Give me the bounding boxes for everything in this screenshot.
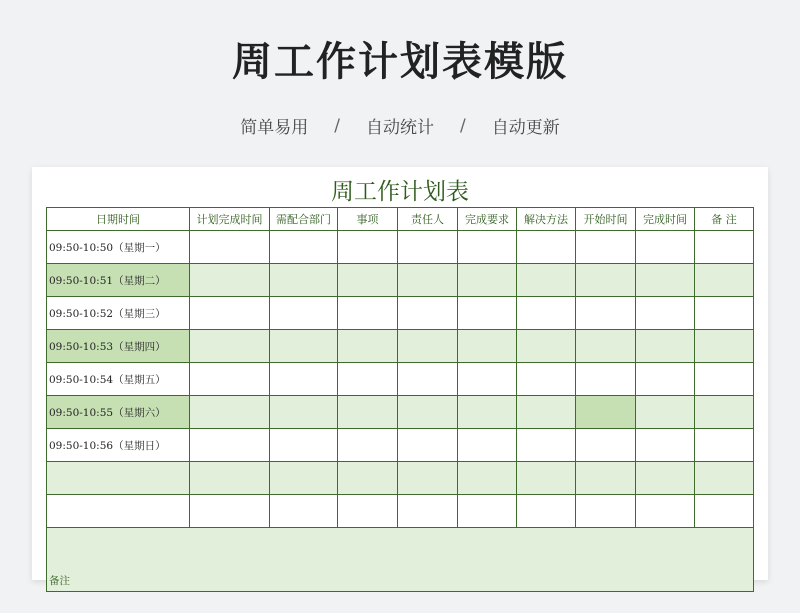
cell[interactable] — [695, 396, 754, 429]
header-planned-finish: 计划完成时间 — [190, 208, 270, 231]
cell[interactable] — [517, 231, 576, 264]
cell[interactable] — [636, 495, 695, 528]
cell[interactable] — [338, 462, 398, 495]
cell[interactable] — [338, 297, 398, 330]
cell[interactable] — [270, 396, 338, 429]
cell[interactable] — [695, 264, 754, 297]
table-row — [47, 495, 754, 528]
cell[interactable] — [270, 231, 338, 264]
cell[interactable] — [338, 231, 398, 264]
cell[interactable] — [458, 495, 517, 528]
cell[interactable] — [338, 495, 398, 528]
cell[interactable] — [636, 264, 695, 297]
cell[interactable] — [576, 330, 636, 363]
table-row — [47, 396, 754, 429]
header-item: 事项 — [338, 208, 398, 231]
header-finish-time: 完成时间 — [636, 208, 695, 231]
table-row — [47, 330, 754, 363]
cell[interactable] — [695, 363, 754, 396]
cell[interactable] — [517, 330, 576, 363]
cell[interactable] — [190, 264, 270, 297]
date-cell[interactable] — [47, 462, 190, 495]
cell[interactable] — [576, 264, 636, 297]
header-date-time: 日期时间 — [47, 208, 190, 231]
cell[interactable] — [517, 264, 576, 297]
table-row — [47, 462, 754, 495]
cell[interactable] — [190, 396, 270, 429]
cell[interactable] — [190, 363, 270, 396]
cell[interactable] — [517, 429, 576, 462]
cell[interactable] — [517, 297, 576, 330]
notes-cell[interactable]: 备注 — [47, 528, 754, 592]
cell[interactable] — [398, 363, 458, 396]
cell[interactable] — [576, 429, 636, 462]
table-row — [47, 264, 754, 297]
cell[interactable] — [190, 297, 270, 330]
cell[interactable] — [270, 330, 338, 363]
cell[interactable] — [270, 363, 338, 396]
cell[interactable] — [270, 264, 338, 297]
cell[interactable] — [458, 462, 517, 495]
cell[interactable] — [695, 495, 754, 528]
tagline-separator: / — [334, 115, 340, 136]
table-row — [47, 429, 754, 462]
cell[interactable] — [338, 264, 398, 297]
cell[interactable] — [517, 462, 576, 495]
cell[interactable] — [517, 363, 576, 396]
header-requirement: 完成要求 — [458, 208, 517, 231]
cell[interactable] — [636, 462, 695, 495]
cell[interactable] — [517, 396, 576, 429]
sheet-title: 周工作计划表 — [331, 179, 469, 205]
date-cell[interactable]: 09:50-10:53（星期四） — [47, 330, 190, 363]
cell[interactable] — [458, 396, 517, 429]
cell[interactable] — [636, 396, 695, 429]
date-cell[interactable]: 09:50-10:52（星期三） — [47, 297, 190, 330]
cell[interactable] — [190, 429, 270, 462]
cell-highlighted[interactable] — [576, 396, 636, 429]
date-cell[interactable]: 09:50-10:50（星期一） — [47, 231, 190, 264]
cell[interactable] — [338, 396, 398, 429]
cell[interactable] — [190, 231, 270, 264]
tagline-auto-update: 自动更新 — [491, 118, 560, 138]
cell[interactable] — [458, 297, 517, 330]
cell[interactable] — [398, 495, 458, 528]
tagline-separator: / — [460, 115, 466, 136]
cell[interactable] — [458, 231, 517, 264]
cell[interactable] — [576, 297, 636, 330]
header-dept: 需配合部门 — [270, 208, 338, 231]
tagline-easy: 简单易用 — [240, 118, 309, 138]
cell[interactable] — [636, 429, 695, 462]
table-row — [47, 231, 754, 264]
cell[interactable] — [398, 429, 458, 462]
cell[interactable] — [398, 462, 458, 495]
tagline-auto-stats: 自动统计 — [366, 118, 434, 138]
cell[interactable] — [695, 297, 754, 330]
notes-row — [47, 528, 754, 592]
date-cell[interactable]: 09:50-10:54（星期五） — [47, 363, 190, 396]
cell[interactable] — [517, 495, 576, 528]
date-cell[interactable]: 09:50-10:51（星期二） — [47, 264, 190, 297]
cell[interactable] — [695, 330, 754, 363]
cell[interactable] — [190, 462, 270, 495]
cell[interactable] — [190, 330, 270, 363]
header-start-time: 开始时间 — [576, 208, 636, 231]
date-cell[interactable] — [47, 495, 190, 528]
cell[interactable] — [398, 396, 458, 429]
table-row — [47, 297, 754, 330]
page-title: 周工作计划表模版 — [232, 39, 568, 85]
cell[interactable] — [695, 429, 754, 462]
cell[interactable] — [695, 231, 754, 264]
tagline — [0, 113, 800, 138]
cell[interactable] — [190, 495, 270, 528]
cell[interactable] — [338, 330, 398, 363]
cell[interactable] — [576, 462, 636, 495]
cell[interactable] — [338, 429, 398, 462]
header-remarks: 备 注 — [695, 208, 754, 231]
cell[interactable] — [398, 264, 458, 297]
cell[interactable] — [458, 264, 517, 297]
cell[interactable] — [398, 330, 458, 363]
cell[interactable] — [338, 363, 398, 396]
cell[interactable] — [636, 330, 695, 363]
cell[interactable] — [636, 297, 695, 330]
cell[interactable] — [576, 231, 636, 264]
spreadsheet-preview — [32, 167, 768, 587]
header-owner: 责任人 — [398, 208, 458, 231]
header-row — [47, 208, 754, 231]
cell[interactable] — [636, 363, 695, 396]
weekly-plan-table — [46, 207, 754, 592]
cell[interactable] — [636, 231, 695, 264]
table-row — [47, 363, 754, 396]
header-solution: 解决方法 — [517, 208, 576, 231]
cell[interactable] — [398, 231, 458, 264]
cell[interactable] — [576, 363, 636, 396]
cell[interactable] — [458, 363, 517, 396]
cell[interactable] — [398, 297, 458, 330]
cell[interactable] — [270, 297, 338, 330]
cell[interactable] — [458, 429, 517, 462]
date-cell[interactable]: 09:50-10:56（星期日） — [47, 429, 190, 462]
cell[interactable] — [695, 462, 754, 495]
cell[interactable] — [576, 495, 636, 528]
cell[interactable] — [458, 330, 517, 363]
cell[interactable] — [270, 462, 338, 495]
cell[interactable] — [270, 495, 338, 528]
date-cell[interactable]: 09:50-10:55（星期六） — [47, 396, 190, 429]
cell[interactable] — [270, 429, 338, 462]
